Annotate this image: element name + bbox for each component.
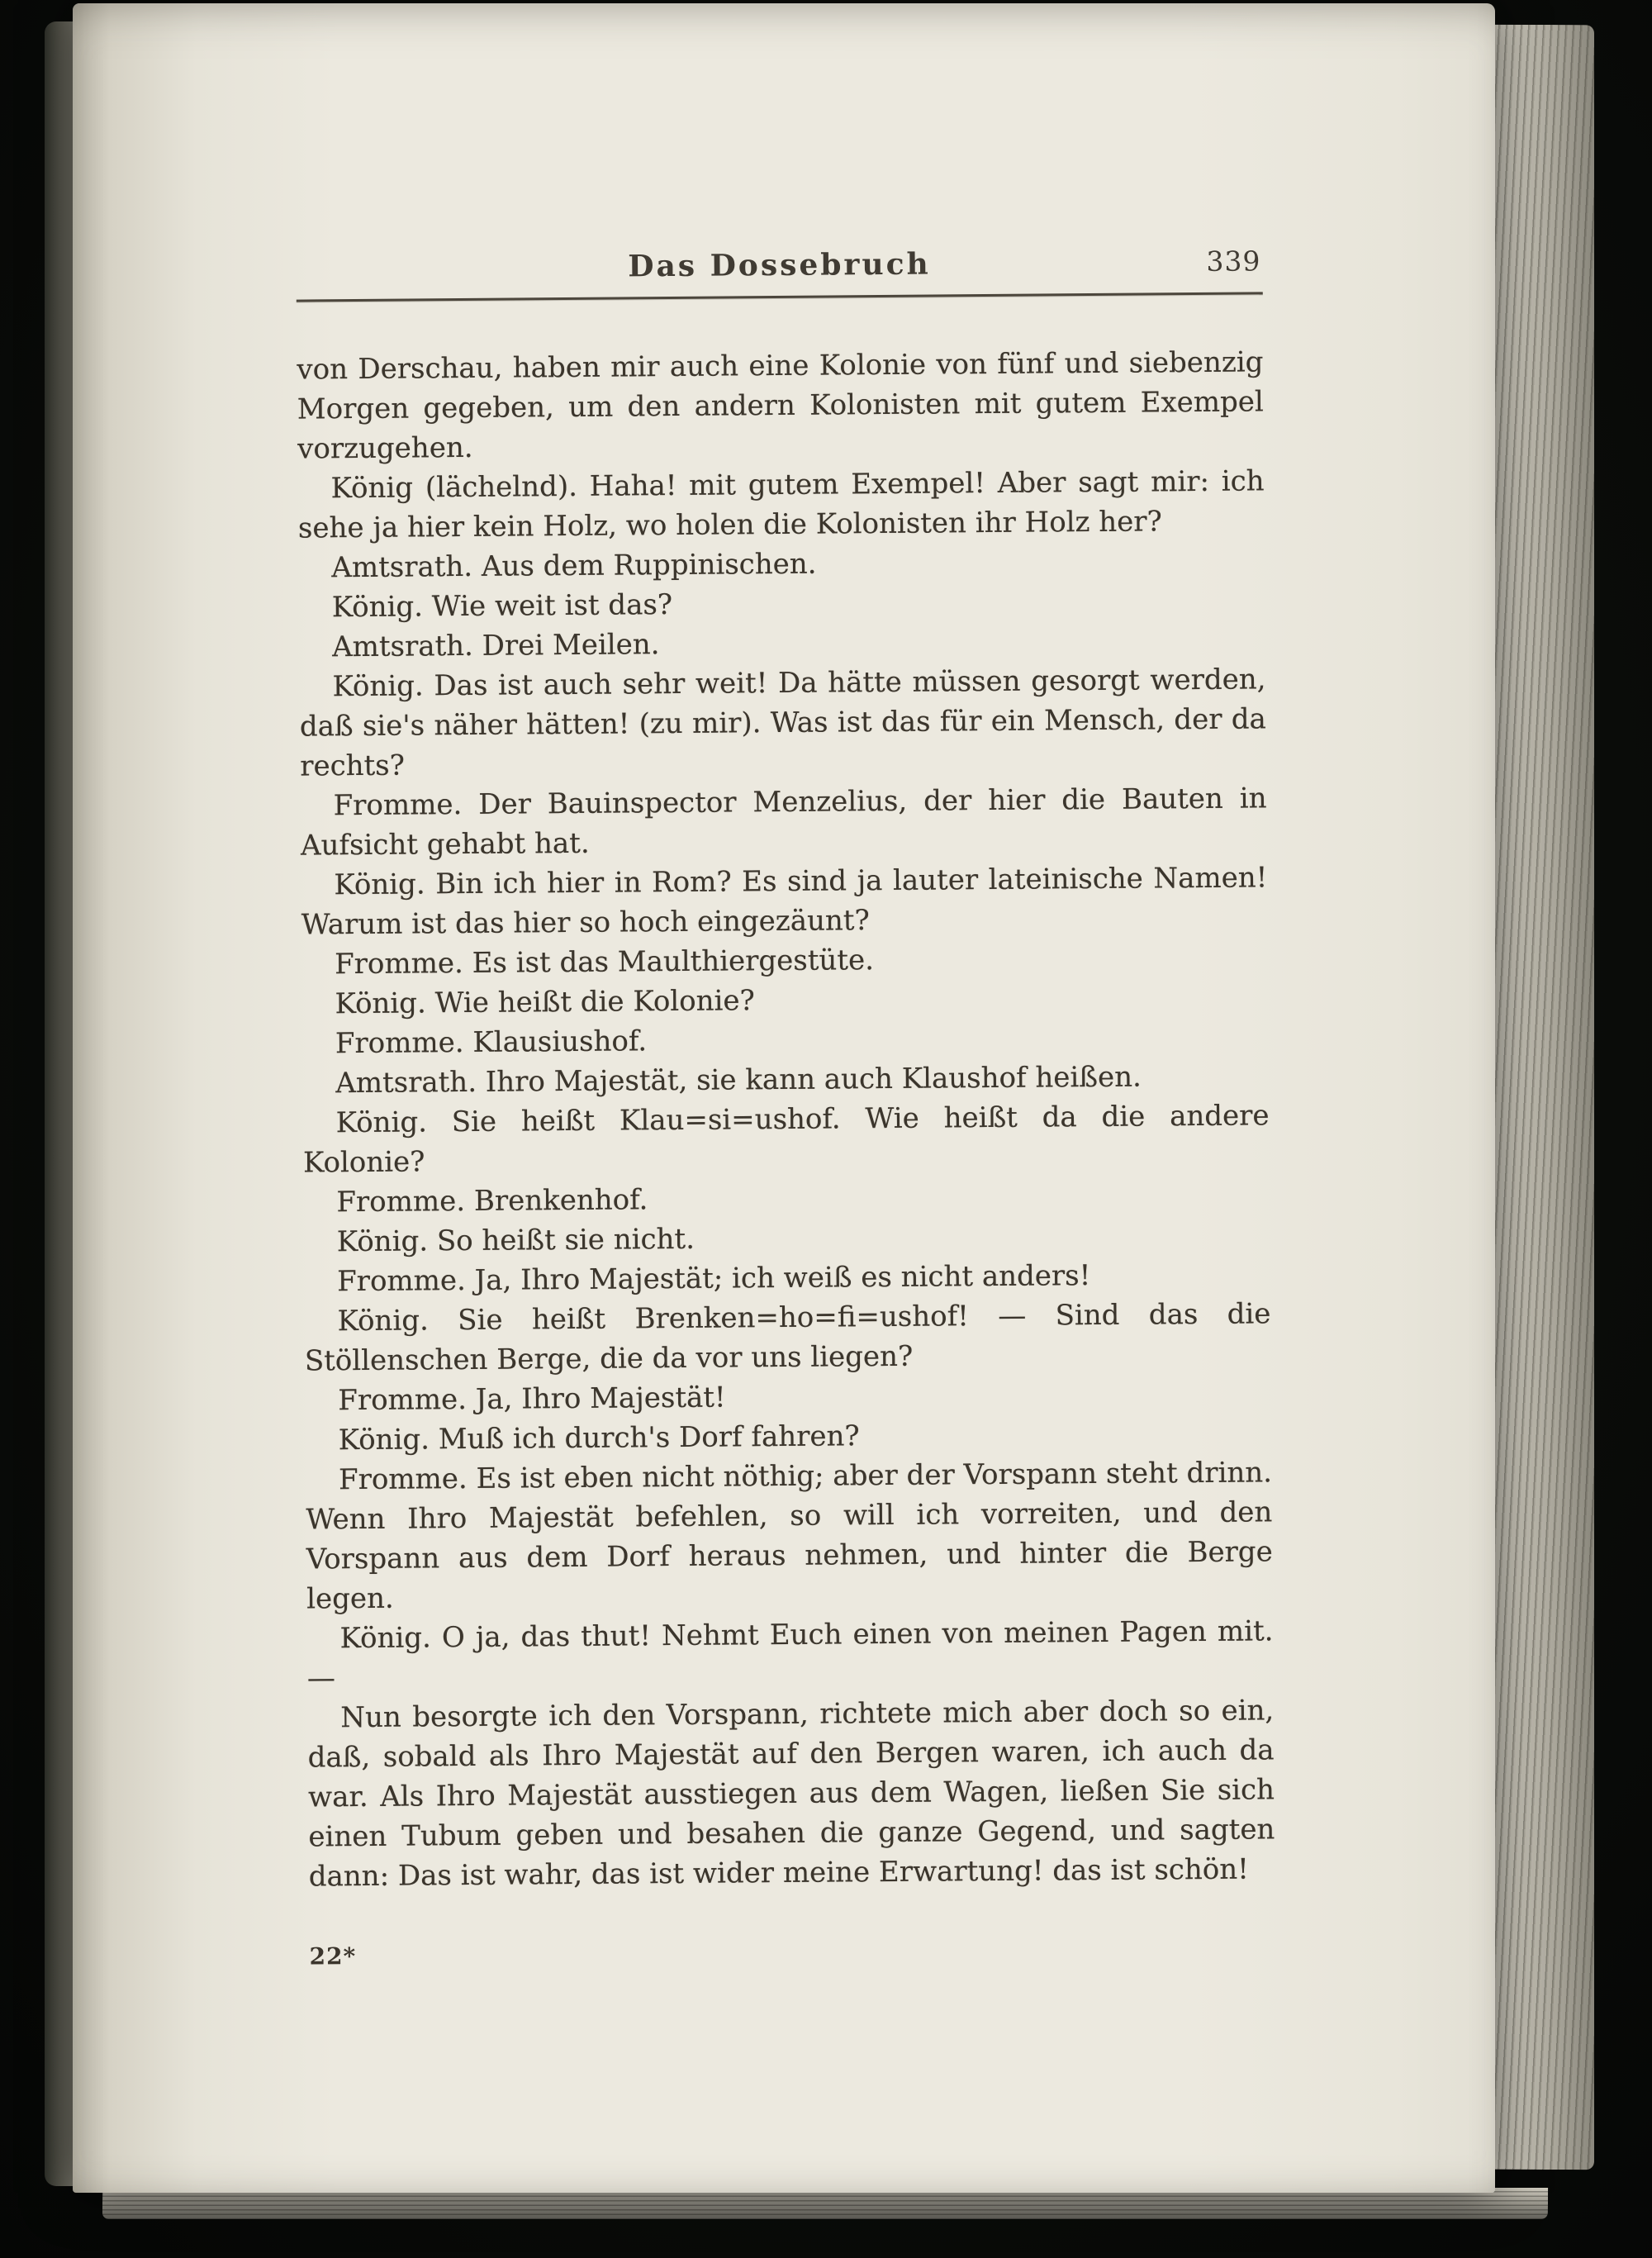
running-title: Das Dossebruch bbox=[628, 246, 931, 284]
header-rule bbox=[297, 292, 1263, 302]
paragraph: Fromme. Brenkenhof. bbox=[336, 1183, 648, 1219]
paragraph: Amtsrath. Drei Meilen. bbox=[331, 628, 660, 664]
paragraph: Fromme. Es ist das Maulthiergestüte. bbox=[334, 944, 875, 982]
signature-mark: 22* bbox=[309, 1942, 357, 1970]
paragraph: Nun besorgte ich den Vorspann, richtete mich aber doch so ein, daß, sobald als Ihro Majestät auf den Bergen waren, ich auch da war. Als Ihro Majestät ausstiegen aus dem Wagen, ließen Sie sich einen Tubum geben und besahen die ganze Gegend, und sagten dann: Das ist wahr, das ist wider meine Erwartung! das ist schön! bbox=[307, 1694, 1275, 1894]
paragraph: König. Wie weit ist das? bbox=[331, 588, 673, 625]
paragraph: Amtsrath. Aus dem Ruppinischen. bbox=[331, 547, 817, 585]
paragraph: König. Sie heißt Klau=si=ushof. Wie heißt da die andere Kolonie? bbox=[302, 1099, 1270, 1180]
paragraph: Fromme. Ja, Ihro Majestät; ich weiß es nicht anders! bbox=[336, 1259, 1091, 1299]
book-page bbox=[73, 3, 1495, 2193]
page-stack-right-edge bbox=[1493, 25, 1594, 2170]
paragraph: König. Wie heißt die Kolonie? bbox=[335, 984, 755, 1021]
paragraph: Fromme. Klausiushof. bbox=[335, 1024, 648, 1061]
paragraph: Fromme. Ja, Ihro Majestät! bbox=[338, 1381, 726, 1418]
paragraph: Fromme. Es ist eben nicht nöthig; aber der Vorspann steht drinn. Wenn Ihro Majestät befehlen, so will ich vorreiten, und den Vorspann aus dem Dorf heraus nehmen, und hinter die Berge legen. bbox=[306, 1456, 1273, 1616]
paragraph: König. Sie heißt Brenken=ho=fi=ushof! — Sind das die Stöllenschen Berge, die da vor uns liegen? bbox=[304, 1297, 1271, 1378]
paragraph: von Derschau, haben mir auch eine Kolonie von fünf und siebenzig Morgen gegeben, um den andern Kolonisten mit gutem Exempel vorzugehen. bbox=[297, 345, 1264, 466]
paragraph: König. Bin ich hier in Rom? Es sind ja lauter lateinische Namen! Warum ist das hier so hoch eingezäunt? bbox=[301, 861, 1268, 942]
page-number: 339 bbox=[1206, 245, 1261, 278]
paragraph: König. Muß ich durch's Dorf fahren? bbox=[338, 1419, 860, 1457]
paragraph: König. So heißt sie nicht. bbox=[336, 1222, 695, 1259]
book bbox=[38, 0, 1607, 2258]
paragraph: Amtsrath. Ihro Majestät, sie kann auch Klaushof heißen. bbox=[335, 1060, 1142, 1100]
text-body bbox=[297, 342, 1275, 1896]
page-header bbox=[296, 244, 1262, 291]
paragraph: König (lächelnd). Haha! mit gutem Exempel! Aber sagt mir: ich sehe ja hier kein Holz, wo holen die Kolonisten ihr Holz her? bbox=[297, 464, 1265, 545]
page-content bbox=[294, 0, 1276, 1970]
paragraph: König. Das ist auch sehr weit! Da hätte müssen gesorgt werden, daß sie's näher hätten! (zu mir). Was ist das für ein Mensch, der da rechts? bbox=[299, 663, 1266, 783]
paragraph: Fromme. Der Bauinspector Menzelius, der hier die Bauten in Aufsicht gehabt hat. bbox=[300, 782, 1267, 863]
paragraph: König. O ja, das thut! Nehmt Euch einen von meinen Pagen mit. — bbox=[306, 1614, 1274, 1695]
